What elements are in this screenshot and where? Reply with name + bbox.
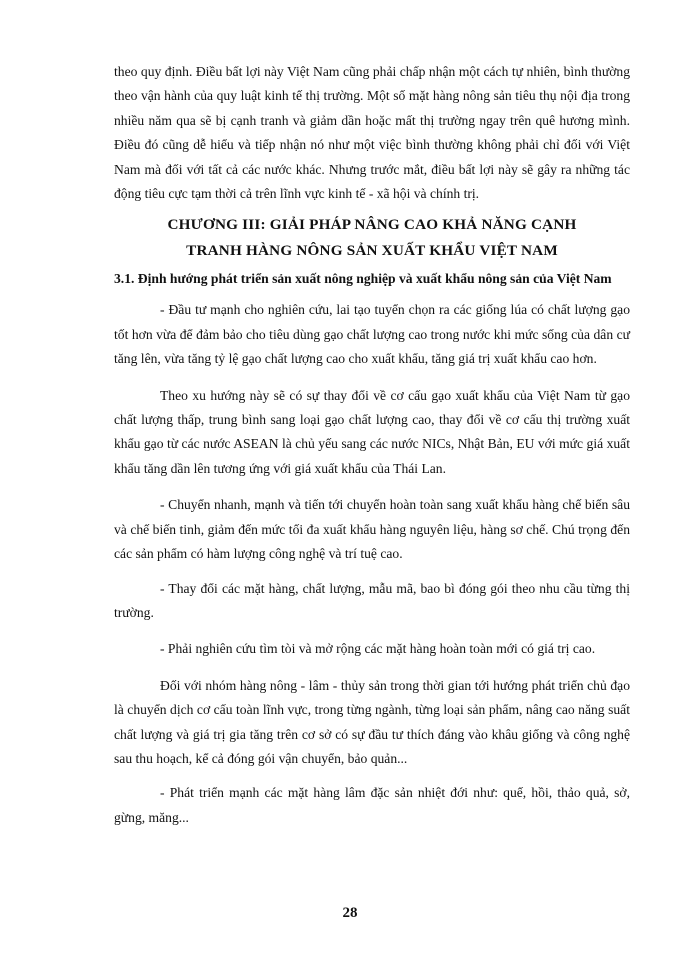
body-paragraph-1: - Đầu tư mạnh cho nghiên cứu, lai tạo tuyển chọn ra các giống lúa có chất lượng gạo tốt hơn vừa để đảm bảo cho tiêu dùng gạo chất lượng cao trong nước khi mức sống của dân cư tăng lên, vừa tăng tỷ lệ gạo chất lượng cao cho xuất khẩu, tăng giá trị xuất khẩu cao hơn. xyxy=(114,302,630,367)
body-paragraph-3: - Chuyển nhanh, mạnh và tiến tới chuyển hoàn toàn sang xuất khẩu hàng chế biến sâu và chế biến tinh, giảm đến mức tối đa xuất khẩu hàng nguyên liệu, hàng sơ chế. Chú trọng đến các sản phẩm có hàm lượng công nghệ và trí tuệ cao. xyxy=(114,497,630,562)
body-paragraph-7: - Phát triển mạnh các mặt hàng lâm đặc sản nhiệt đới như: quế, hồi, thảo quả, sở, gừng, măng... xyxy=(114,785,630,825)
chapter-title-line-2: TRANH HÀNG NÔNG SẢN XUẤT KHẨU VIỆT NAM xyxy=(186,241,558,259)
body-paragraph-5: - Phải nghiên cứu tìm tòi và mở rộng các mặt hàng hoàn toàn mới có giá trị cao. xyxy=(160,641,596,657)
section-heading: 3.1. Định hướng phát triển sản xuất nông nghiệp và xuất khẩu nông sản của Việt Nam xyxy=(114,271,612,287)
body-paragraph-6: Đối với nhóm hàng nông - lâm - thủy sản trong thời gian tới hướng phát triển chủ đạo là chuyển dịch cơ cấu toàn lĩnh vực, trong từng ngành, từng loại sản phẩm, nâng cao năng suất chất lượng và giá trị gia tăng trên cơ sở có sự đầu tư thích đáng vào khâu giống và công nghệ sau thu hoạch, kể cả đóng gói vận chuyển, bảo quản... xyxy=(114,677,630,766)
page-content xyxy=(114,60,630,830)
chapter-title xyxy=(114,212,630,263)
page-number: 28 xyxy=(342,905,358,921)
body-paragraph-4: - Thay đổi các mặt hàng, chất lượng, mẫu mã, bao bì đóng gói theo nhu cầu từng thị trường. xyxy=(114,580,630,620)
paragraph-continuation: theo quy định. Điều bất lợi này Việt Nam cũng phải chấp nhận một cách tự nhiên, bình thường theo vận hành của quy luật kinh tế thị trường. Một số mặt hàng nông sản tiêu thụ nội địa trong nhiều năm qua sẽ bị cạnh tranh và giảm dần hoặc mất thị trường ngay trên quê hương mình. Điều đó cũng dễ hiểu và tiếp nhận nó như một việc bình thường không phải chỉ đối với Việt Nam mà đối với tất cả các nước khác. Nhưng trước mắt, điều bất lợi này sẽ gây ra những tác động tiêu cực tạm thời cả trên lĩnh vực kinh tế - xã hội và chính trị. xyxy=(114,64,630,202)
body-paragraph-2: Theo xu hướng này sẽ có sự thay đổi về cơ cấu gạo xuất khẩu của Việt Nam từ gạo chất lượng thấp, trung bình sang loại gạo chất lượng cao, thay đổi về cơ cấu thị trường xuất khẩu gạo từ các nước ASEAN là chủ yếu sang các nước NICs, Nhật Bản, EU với mức giá xuất khẩu tăng dần lên tương ứng với giá xuất khẩu của Thái Lan. xyxy=(114,387,630,476)
chapter-title-line-1: CHƯƠNG III: GIẢI PHÁP NÂNG CAO KHẢ NĂNG CẠNH xyxy=(167,216,577,234)
